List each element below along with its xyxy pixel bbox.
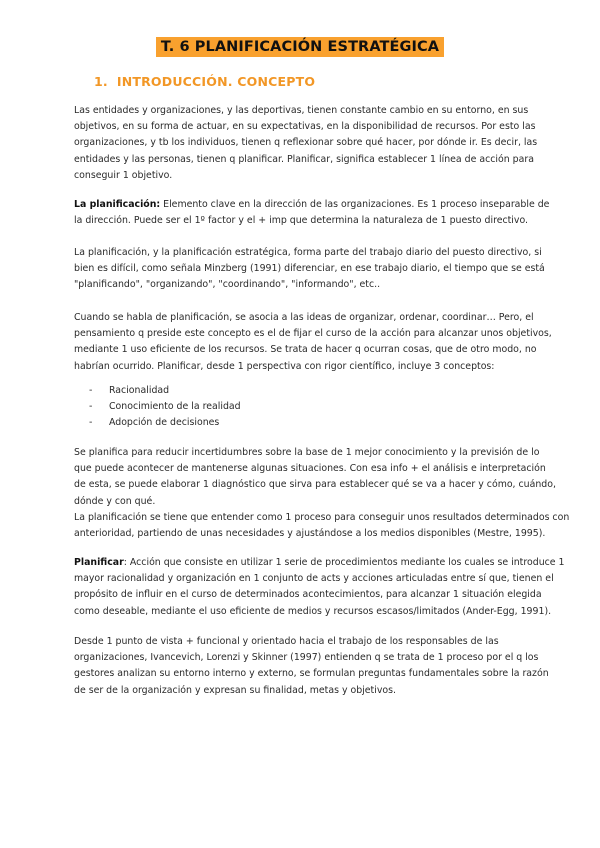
- paragraph-2: [74, 197, 554, 229]
- list-item: [89, 383, 241, 399]
- title-wrap: [0, 36, 600, 57]
- paragraph-1: [74, 103, 554, 184]
- paragraph-text: Elemento clave en la dirección de las organizaciones. Es 1 proceso inseparable de: [160, 199, 550, 210]
- paragraph-line: mediante 1 uso eficiente de los recursos. Se trata de hacer q ocurran cosas, que de otro modo, no: [74, 344, 537, 356]
- paragraph-line: organizaciones, y tb los individuos, tienen q reflexionar sobre qué hacer, por dónde ir. Es decir, las: [74, 137, 538, 149]
- list-item: [89, 415, 241, 431]
- term-planificar: Planificar: [74, 557, 124, 568]
- paragraph-line: conseguir 1 objetivo.: [74, 169, 173, 181]
- list-item-label: Racionalidad: [109, 385, 170, 396]
- paragraph-line: entidades y las personas, tienen q planificar. Planificar, significa establecer 1 línea de acción para: [74, 153, 534, 165]
- section-label: INTRODUCCIÓN. CONCEPTO: [116, 74, 316, 89]
- document-title: T. 6 PLANIFICACIÓN ESTRATÉGICA: [156, 37, 444, 57]
- paragraph-line: La planificación, y la planificación estratégica, forma parte del trabajo diario del puesto directivo, si: [74, 247, 542, 258]
- paragraph-line: propósito de influir en el curso de determinados acontecimientos, para alcanzar 1 situación elegida: [74, 589, 542, 601]
- paragraph-line: bien es difícil, como señala Minzberg (1991) diferenciar, en ese trabajo diario, el tiempo que se está: [74, 263, 545, 275]
- paragraph-line: organizaciones, Ivancevich, Lorenzi y Skinner (1997) entienden q se trata de 1 proceso por el q los: [74, 652, 539, 664]
- concepts-list: [89, 383, 241, 432]
- paragraph-line: la dirección. Puede ser el 1º factor y el + imp que determina la naturaleza de 1 puesto directivo.: [74, 215, 529, 227]
- list-bullet: -: [89, 385, 93, 396]
- paragraph-line: "planificando", "organizando", "coordinando", "informando", etc..: [74, 279, 381, 291]
- list-item: [89, 399, 241, 415]
- paragraph-5: [74, 445, 570, 542]
- section-number: 1.: [94, 74, 108, 89]
- paragraph-line: habrían ocurrido. Planificar, desde 1 perspectiva con rigor científico, incluye 3 conceptos:: [74, 360, 495, 372]
- paragraph-line: dónde y con qué.: [74, 495, 156, 507]
- paragraph-line: gestores analizan su entorno interno y externo, se formulan preguntas fundamentales sobre la razón: [74, 668, 549, 680]
- list-bullet: -: [89, 401, 93, 413]
- paragraph-line: anterioridad, partiendo de unas necesidades y ajustándose a los medios disponibles (Mestre, 1995).: [74, 528, 546, 540]
- paragraph-line: de esta, se puede elaborar 1 diagnóstico que sirva para establecer qué se va a hacer y cómo, cuándo,: [74, 479, 556, 491]
- list-item-label: Conocimiento de la realidad: [109, 401, 241, 413]
- paragraph-line: Las entidades y organizaciones, y las deportivas, tienen constante cambio en su entorno, en sus: [74, 105, 529, 116]
- paragraph-3: [74, 245, 554, 294]
- paragraph-line: Cuando se habla de planificación, se asocia a las ideas de organizar, ordenar, coordinar… Pero, el: [74, 312, 534, 323]
- paragraph-line: objetivos, en su forma de actuar, en su expectativas, en la disponibilidad de recursos. Por esto las: [74, 121, 536, 133]
- paragraph-line: La planificación se tiene que entender como 1 proceso para conseguir unos resultados determinados con: [74, 511, 570, 523]
- list-bullet: -: [89, 417, 93, 429]
- paragraph-line: como deseable, mediante el uso eficiente de medios y recursos escasos/limitados (Ander-Egg, 1991).: [74, 605, 552, 617]
- paragraph-4: [74, 310, 554, 375]
- paragraph-line: mayor racionalidad y organización en 1 conjunto de acts y acciones articuladas entre sí que, tienen el: [74, 573, 554, 585]
- paragraph-line: [74, 197, 554, 213]
- paragraph-line: Desde 1 punto de vista + funcional y orientado hacia el trabajo de los responsables de las: [74, 636, 499, 647]
- term-planificacion: La planificación:: [74, 199, 161, 210]
- paragraph-line: de ser de la organización y expresan su finalidad, metas y objetivos.: [74, 684, 396, 696]
- paragraph-6: [74, 555, 565, 620]
- paragraph-line: Se planifica para reducir incertidumbres sobre la base de 1 mejor conocimiento y la previsión de lo: [74, 447, 540, 458]
- list-item-label: Adopción de decisiones: [109, 417, 220, 429]
- paragraph-text: : Acción que consiste en utilizar 1 serie de procedimientos mediante los cuales se introduce 1: [123, 557, 565, 568]
- paragraph-line: pensamiento q preside este concepto es el de fijar el curso de la acción para alcanzar unos objetivos,: [74, 328, 552, 340]
- paragraph-7: [74, 634, 554, 699]
- paragraph-line: que puede acontecer de mantenerse algunas situaciones. Con esa info + el análisis e interpretación: [74, 463, 546, 475]
- paragraph-line: [74, 555, 565, 571]
- section-heading: [94, 74, 315, 89]
